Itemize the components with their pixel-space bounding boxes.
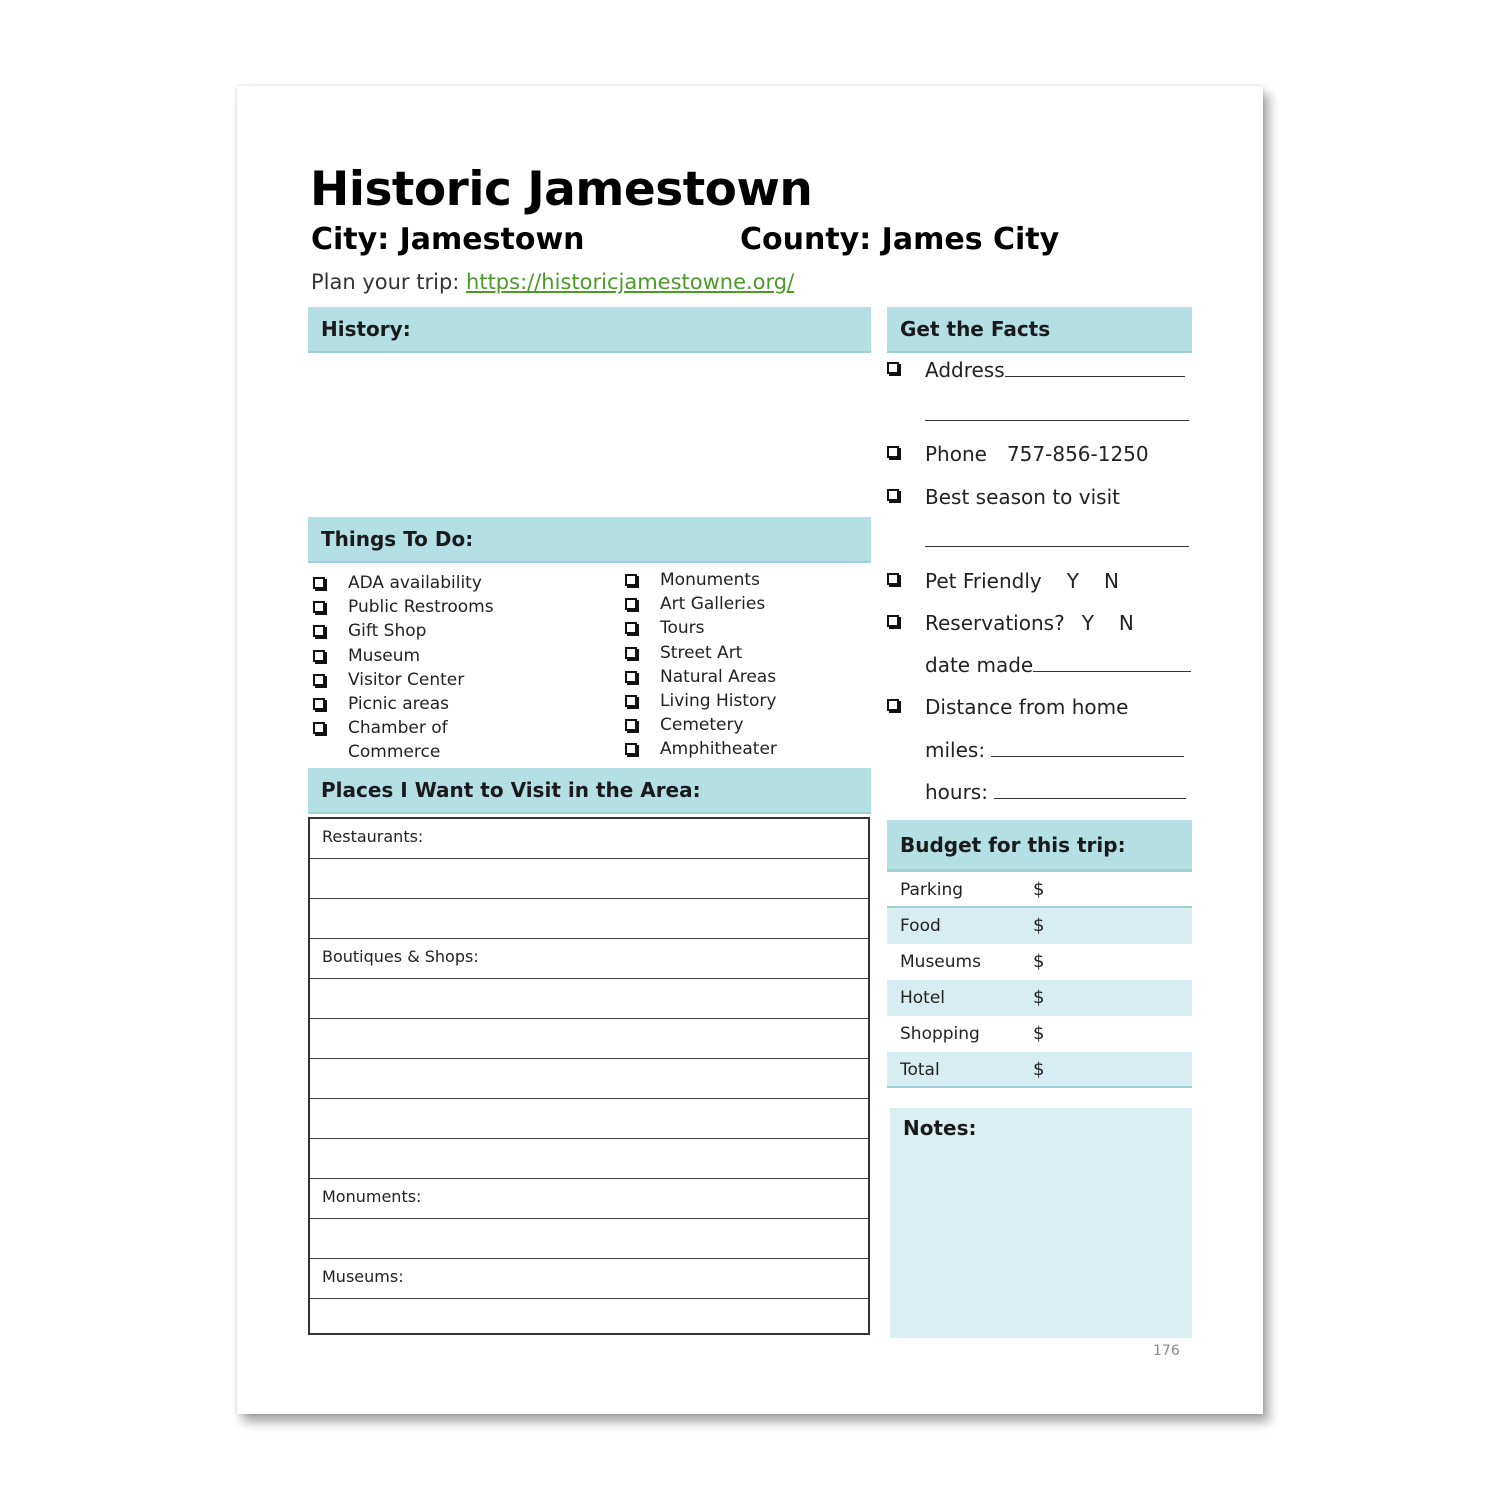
todo-art-galleries[interactable]: Art Galleries <box>625 594 765 614</box>
notes-heading: Notes: <box>903 1116 977 1140</box>
checkbox-icon[interactable] <box>313 625 325 637</box>
table-row[interactable] <box>310 819 868 859</box>
table-row[interactable] <box>310 1099 868 1139</box>
checkbox-icon[interactable] <box>625 719 637 731</box>
checkbox-icon[interactable] <box>887 573 899 585</box>
page-title: Historic Jamestown <box>310 162 813 217</box>
res-yes[interactable]: Y <box>1081 611 1094 635</box>
budget-row-parking[interactable]: Parking $ <box>887 872 1192 908</box>
facts-header: Get the Facts <box>887 307 1192 353</box>
budget-row-hotel[interactable]: Hotel $ <box>887 980 1192 1016</box>
budget-row-food[interactable]: Food $ <box>887 908 1192 944</box>
budget-header: Budget for this trip: <box>887 820 1192 872</box>
planner-page <box>237 86 1263 1414</box>
museums-label: Museums: <box>322 1267 404 1286</box>
best-season-line[interactable] <box>925 528 1189 552</box>
res-no[interactable]: N <box>1118 611 1134 635</box>
reservations-field: Reservations? Y N <box>925 611 1134 635</box>
places-table <box>308 817 870 1335</box>
checkbox-icon[interactable] <box>625 743 637 755</box>
checkbox-icon[interactable] <box>887 446 899 458</box>
checkbox-icon[interactable] <box>313 577 325 589</box>
checkbox-icon[interactable] <box>887 699 899 711</box>
todo-natural-areas[interactable]: Natural Areas <box>625 667 776 687</box>
county-label: County: James City <box>740 222 1060 257</box>
todo-gift-shop[interactable]: Gift Shop <box>313 621 426 641</box>
todo-restrooms[interactable]: Public Restrooms <box>313 597 494 617</box>
monuments-label: Monuments: <box>322 1187 422 1206</box>
pet-yes[interactable]: Y <box>1066 569 1079 593</box>
budget-row-total[interactable]: Total $ <box>887 1052 1192 1088</box>
address-line-2[interactable] <box>925 402 1189 426</box>
restaurants-label: Restaurants: <box>322 827 424 846</box>
checkbox-icon[interactable] <box>313 698 325 710</box>
page-number: 176 <box>1153 1343 1180 1359</box>
notes-box[interactable] <box>890 1108 1192 1338</box>
places-header: Places I Want to Visit in the Area: <box>308 768 871 814</box>
table-row[interactable] <box>310 1019 868 1059</box>
todo-living-history[interactable]: Living History <box>625 691 776 711</box>
website-link[interactable]: https://historicjamestowne.org/ <box>466 270 795 294</box>
table-row[interactable] <box>310 1179 868 1219</box>
plan-trip-line <box>311 270 794 294</box>
boutiques-label: Boutiques & Shops: <box>322 947 479 966</box>
checkbox-icon[interactable] <box>625 622 637 634</box>
todo-chamber[interactable]: Chamber of <box>313 718 448 738</box>
checkbox-icon[interactable] <box>313 674 325 686</box>
checkbox-icon[interactable] <box>887 615 899 627</box>
todo-picnic[interactable]: Picnic areas <box>313 694 449 714</box>
phone-field: Phone 757-856-1250 <box>925 442 1149 466</box>
todo-chamber-continuation: Commerce <box>348 742 441 762</box>
distance-label: Distance from home <box>925 695 1129 719</box>
todo-cemetery[interactable]: Cemetery <box>625 715 744 735</box>
pet-no[interactable]: N <box>1103 569 1119 593</box>
best-season-label: Best season to visit <box>925 485 1120 509</box>
date-made-field[interactable]: date made <box>925 653 1191 677</box>
todo-amphitheater[interactable]: Amphitheater <box>625 739 777 759</box>
todo-monuments[interactable]: Monuments <box>625 570 760 590</box>
checkbox-icon[interactable] <box>313 601 325 613</box>
table-row[interactable] <box>310 899 868 939</box>
hours-field[interactable]: hours: <box>925 780 1186 804</box>
todo-street-art[interactable]: Street Art <box>625 643 742 663</box>
phone-value: 757-856-1250 <box>1006 442 1149 466</box>
miles-field[interactable]: miles: <box>925 738 1184 762</box>
checkbox-icon[interactable] <box>625 647 637 659</box>
plan-trip-label: Plan your trip: <box>311 270 467 294</box>
checkbox-icon[interactable] <box>887 362 899 374</box>
table-row[interactable] <box>310 1259 868 1299</box>
table-row[interactable] <box>310 1219 868 1259</box>
checkbox-icon[interactable] <box>887 489 899 501</box>
city-label: City: Jamestown <box>311 222 585 257</box>
checkbox-icon[interactable] <box>625 695 637 707</box>
table-row[interactable] <box>310 979 868 1019</box>
todo-visitor-center[interactable]: Visitor Center <box>313 670 464 690</box>
todo-ada[interactable]: ADA availability <box>313 573 482 593</box>
checkbox-icon[interactable] <box>625 598 637 610</box>
todo-tours[interactable]: Tours <box>625 618 705 638</box>
table-row[interactable] <box>310 1059 868 1099</box>
table-row[interactable] <box>310 939 868 979</box>
history-header: History: <box>308 307 871 353</box>
checkbox-icon[interactable] <box>313 650 325 662</box>
checkbox-icon[interactable] <box>313 722 325 734</box>
table-row[interactable] <box>310 859 868 899</box>
checkbox-icon[interactable] <box>625 574 637 586</box>
address-field[interactable]: Address <box>925 358 1185 382</box>
todo-museum[interactable]: Museum <box>313 646 420 666</box>
table-row[interactable] <box>310 1139 868 1179</box>
checkbox-icon[interactable] <box>625 671 637 683</box>
pet-friendly-field: Pet Friendly Y N <box>925 569 1119 593</box>
budget-row-museums[interactable]: Museums $ <box>900 951 1045 972</box>
table-row[interactable] <box>310 1299 868 1339</box>
things-to-do-header: Things To Do: <box>308 517 871 563</box>
budget-row-shopping[interactable]: Shopping $ <box>900 1023 1045 1044</box>
